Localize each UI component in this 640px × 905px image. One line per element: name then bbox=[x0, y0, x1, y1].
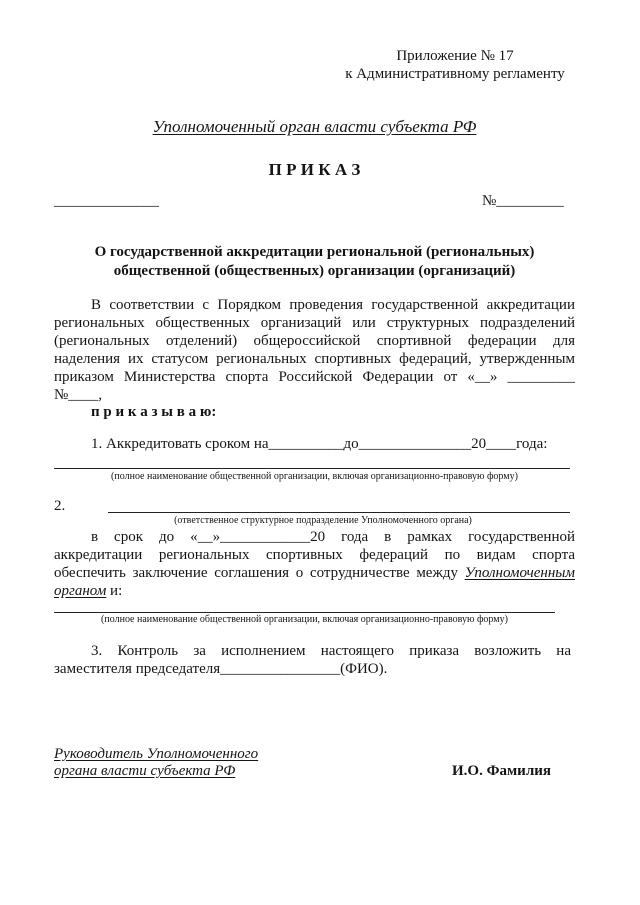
order-title-line: О государственной аккредитации региональной (региональных) bbox=[94, 244, 535, 260]
item2-org-name-caption: (полное наименование общественной организации, включая организационно-правовую форму) bbox=[101, 614, 508, 625]
signatory-title bbox=[54, 746, 258, 780]
order-title-line: общественной (общественных) организации (организаций) bbox=[113, 263, 516, 279]
appendix-regulation: к Административному регламенту bbox=[345, 66, 565, 82]
preamble-paragraph bbox=[54, 296, 575, 404]
item3-paragraph bbox=[54, 642, 571, 678]
item2-line: в срок до «__»____________20 года в рамках государственной bbox=[91, 529, 575, 545]
item2-line bbox=[54, 564, 575, 582]
item2-line: аккредитации региональных спортивных федераций по видам спорта bbox=[54, 547, 575, 563]
preamble-line: В соответствии с Порядком проведения государственной аккредитации bbox=[91, 297, 575, 313]
item3-line: заместителя председателя________________(ФИО). bbox=[54, 661, 388, 677]
appendix-reference bbox=[330, 47, 580, 83]
item2-org-name-line bbox=[54, 612, 555, 613]
signatory-name: И.О. Фамилия bbox=[452, 763, 552, 779]
item1-text: 1. Аккредитовать сроком на__________до_______________20____года: bbox=[91, 436, 548, 452]
item2-line-text: обеспечить заключение соглашения о сотрудничестве между bbox=[54, 565, 458, 581]
authorized-body-reference: Уполномоченным bbox=[464, 565, 575, 581]
item2-number: 2. bbox=[54, 498, 66, 514]
order-verb: п р и к а з ы в а ю: bbox=[91, 404, 217, 420]
preamble-line: приказом Министерства спорта Российской Федерации от «__» _________ bbox=[54, 369, 575, 385]
item2-paragraph bbox=[54, 528, 575, 600]
item2-unit-caption: (ответственное структурное подразделение Уполномоченного органа) bbox=[174, 515, 472, 526]
preamble-line: (региональных отделений) общероссийской спортивной федерации для bbox=[54, 333, 575, 349]
preamble-line: наделения их статусом региональных спортивных федераций, утвержденным bbox=[54, 351, 575, 367]
order-title bbox=[54, 243, 575, 281]
item1-org-name-line bbox=[54, 468, 570, 469]
order-number-field: №_________ bbox=[482, 193, 564, 209]
authority-heading: Уполномоченный орган власти субъекта РФ bbox=[152, 117, 477, 136]
item1-org-name-caption: (полное наименование общественной организации, включая организационно-правовую форму) bbox=[111, 471, 518, 482]
signatory-title-line: органа власти субъекта РФ bbox=[54, 763, 236, 779]
order-date-blank: ______________ bbox=[54, 193, 159, 209]
signatory-title-line: Руководитель Уполномоченного bbox=[54, 746, 259, 762]
item2-line bbox=[54, 582, 575, 600]
preamble-line: №____, bbox=[54, 387, 103, 403]
authorized-body-reference: органом bbox=[54, 583, 107, 599]
item2-line-text: и: bbox=[110, 583, 123, 599]
item2-unit-line bbox=[108, 512, 570, 513]
appendix-number: Приложение № 17 bbox=[396, 48, 514, 64]
order-heading: П Р И К А З bbox=[268, 160, 361, 179]
item3-line: 3. Контроль за исполнением настоящего приказа возложить на bbox=[91, 643, 571, 659]
preamble-line: региональных общественных организаций или структурных подразделений bbox=[54, 315, 575, 331]
